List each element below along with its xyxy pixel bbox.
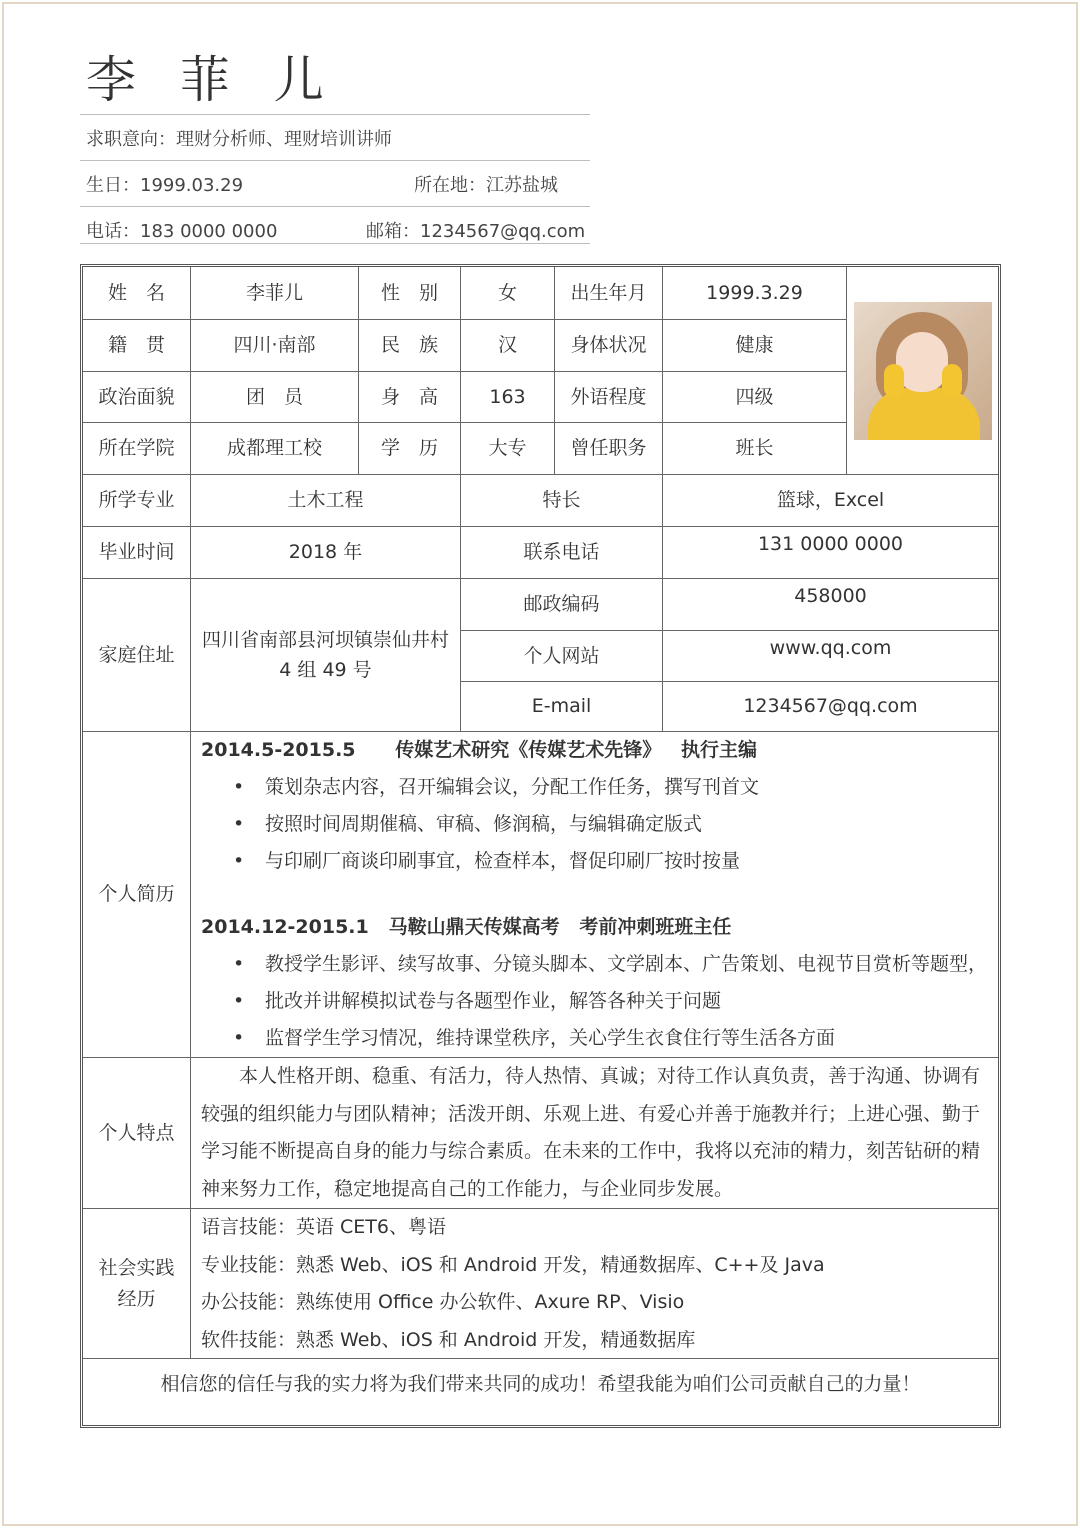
- label-website: 个人网站: [461, 631, 663, 682]
- practice-content: [191, 1209, 998, 1359]
- traits-text: 本人性格开朗、稳重、有活力，待人热情、真诚；对待工作认真负责，善于沟通、协调有较强的组织能力与团队精神；活泼开朗、乐观上进、有爱心并善于施教并行；上进心强、勤于学习能不断提高自身的能力与综合素质。在未来的工作中，我将以充沛的精力，刻苦钻研的精神来努力工作，稳定地提高自己的工作能力，与企业同步发展。: [201, 1065, 981, 1200]
- resume-content: [191, 732, 998, 1058]
- value-contact-phone: 131 0000 0000: [663, 527, 998, 579]
- job-objective: 求职意向：理财分析师、理财培训讲师: [86, 129, 392, 150]
- phone: 电话：183 0000 0000: [86, 221, 278, 242]
- practice-label-line1: 社会实践: [98, 1257, 175, 1280]
- value-birth: 1999.3.29: [663, 267, 847, 320]
- label-graduation: 毕业时间: [83, 527, 191, 579]
- skill-line: 软件技能：熟悉 Web、iOS 和 Android 开发，精通数据库: [201, 1328, 696, 1351]
- value-native: 四川·南部: [191, 320, 359, 372]
- label-height: 身 高: [359, 372, 461, 423]
- birthday-location-line: [80, 160, 590, 206]
- value-postcode: 458000: [663, 579, 998, 631]
- list-item: • 批改并讲解模拟试卷与各题型作业，解答各种关于问题: [201, 983, 998, 1020]
- value-email: 1234567@qq.com: [663, 682, 998, 732]
- list-item: • 教授学生影评、续写故事、分镜头脚本、文学剧本、广告策划、电视节目赏析等题型，: [201, 946, 998, 983]
- job-heading: 2014.12-2015.1 马鞍山鼎天传媒高考 考前冲刺班班主任: [201, 916, 732, 938]
- label-major: 所学专业: [83, 475, 191, 527]
- photo-cell: [847, 267, 998, 475]
- label-ethnic: 民 族: [359, 320, 461, 372]
- job-heading: 2014.5-2015.5 传媒艺术研究《传媒艺术先锋》 执行主编: [201, 739, 758, 761]
- value-position: 班长: [663, 423, 847, 475]
- label-language: 外语程度: [555, 372, 663, 423]
- skill-line: 语言技能：英语 CET6、粤语: [201, 1216, 447, 1238]
- list-item: • 按照时间周期催稿、审稿、修润稿，与编辑确定版式: [201, 806, 998, 843]
- list-item: • 策划杂志内容，召开编辑会议，分配工作任务，撰写刊首文: [201, 769, 998, 806]
- closing-statement: 相信您的信任与我的实力将为我们带来共同的成功！希望我能为咱们公司贡献自己的力量！: [160, 1373, 921, 1395]
- objective-line: [80, 114, 590, 160]
- label-political: 政治面貌: [83, 372, 191, 423]
- profile-photo: [854, 302, 992, 440]
- label-specialty: 特长: [461, 475, 663, 527]
- email: 邮箱：1234567@qq.com: [366, 221, 586, 242]
- value-political: 团 员: [191, 372, 359, 423]
- value-education: 大专: [461, 423, 555, 475]
- value-address: 四川省南部县河坝镇崇仙井村 4 组 49 号: [191, 579, 461, 732]
- label-health: 身体状况: [555, 320, 663, 372]
- skill-line: 办公技能：熟练使用 Office 办公软件、Axure RP、Visio: [201, 1291, 685, 1313]
- value-major: 土木工程: [191, 475, 461, 527]
- value-specialty: 篮球，Excel: [663, 475, 998, 527]
- label-resume: 个人简历: [83, 732, 191, 1058]
- label-traits: 个人特点: [83, 1058, 191, 1209]
- value-name: 李菲儿: [191, 267, 359, 320]
- label-address: 家庭住址: [83, 579, 191, 732]
- label-gender: 性 别: [359, 267, 461, 320]
- value-height: 163: [461, 372, 555, 423]
- label-practice: [83, 1209, 191, 1359]
- label-position: 曾任职务: [555, 423, 663, 475]
- list-item: • 与印刷厂商谈印刷事宜，检查样本，督促印刷厂按时按量: [201, 843, 998, 880]
- list-item: • 监督学生学习情况，维持课堂秩序，关心学生衣食住行等生活各方面: [201, 1020, 998, 1057]
- value-graduation: 2018 年: [191, 527, 461, 579]
- label-postcode: 邮政编码: [461, 579, 663, 631]
- birthday: 生日：1999.03.29: [86, 175, 244, 196]
- label-native: 籍 贯: [83, 320, 191, 372]
- value-language: 四级: [663, 372, 847, 423]
- value-health: 健康: [663, 320, 847, 372]
- label-name: 姓 名: [83, 267, 191, 320]
- resume-table: [80, 264, 1001, 1428]
- value-college: 成都理工校: [191, 423, 359, 475]
- traits-content: [191, 1058, 998, 1209]
- candidate-name: 李 菲 儿: [86, 51, 338, 109]
- label-education: 学 历: [359, 423, 461, 475]
- location: 所在地：江苏盐城: [414, 175, 558, 196]
- skill-line: 专业技能：熟悉 Web、iOS 和 Android 开发，精通数据库、C++及 Java: [201, 1253, 825, 1276]
- label-birth: 出生年月: [555, 267, 663, 320]
- practice-label-line2: 经历: [117, 1287, 156, 1310]
- label-contact-phone: 联系电话: [461, 527, 663, 579]
- value-ethnic: 汉: [461, 320, 555, 372]
- value-gender: 女: [461, 267, 555, 320]
- label-college: 所在学院: [83, 423, 191, 475]
- label-email: E-mail: [461, 682, 663, 732]
- contact-line: [80, 206, 590, 244]
- value-website: www.qq.com: [663, 631, 998, 682]
